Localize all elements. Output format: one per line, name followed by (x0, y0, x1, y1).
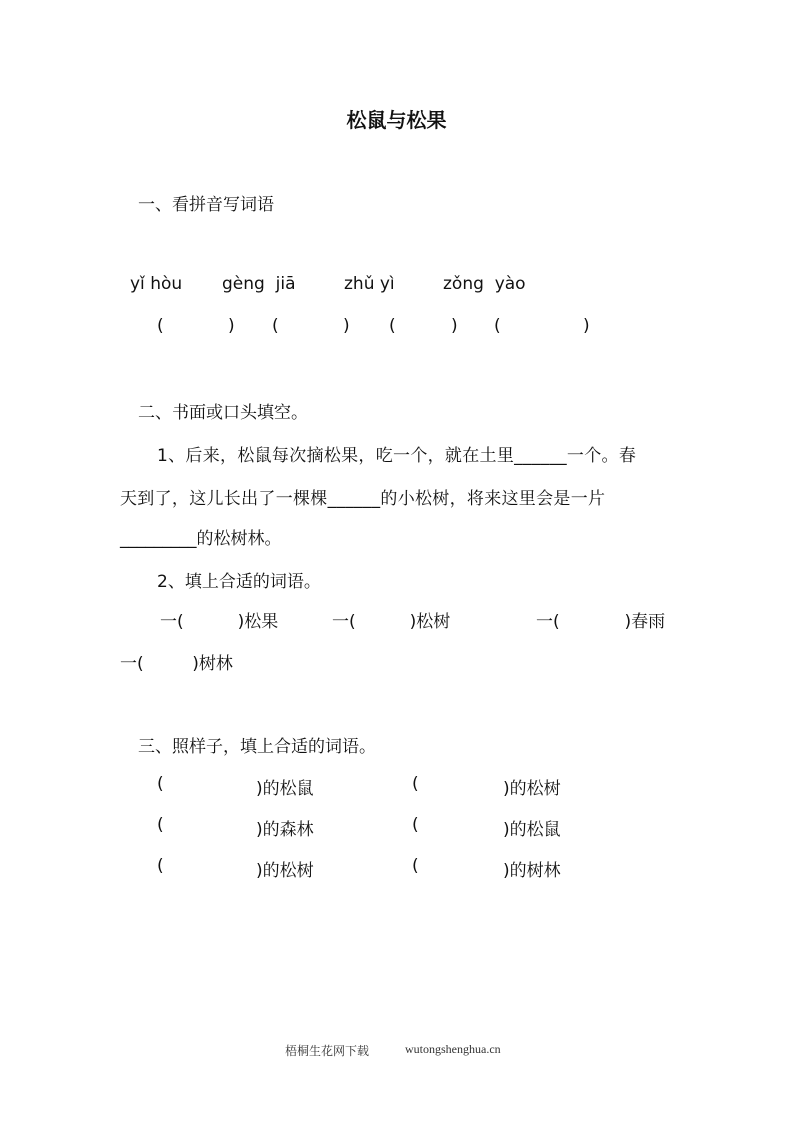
pinyin-3: zhǔ yì (344, 274, 395, 294)
s3-r1-c1-text: )的松鼠 (256, 779, 314, 799)
s3-r2-c2-open[interactable]: ( (412, 815, 419, 835)
answer-blank-1-close: ) (228, 316, 235, 336)
s3-r3-c2-text: )的树林 (503, 861, 561, 881)
q2-item-3[interactable]: 一( )春雨 (536, 612, 666, 632)
s3-r3-c1-text: )的松树 (256, 861, 314, 881)
footer-site-name: 梧桐生花网下载 (285, 1044, 370, 1058)
q2-item-4[interactable]: 一( )树林 (120, 654, 233, 674)
answer-blank-2-open[interactable]: ( (272, 316, 279, 336)
s3-r2-c1-text: )的森林 (256, 820, 314, 840)
s3-r2-c1-open[interactable]: ( (157, 815, 164, 835)
pinyin-1: yǐ hòu (130, 274, 183, 294)
s3-r3-c1-open[interactable]: ( (157, 856, 164, 876)
answer-blank-2-close: ) (343, 316, 350, 336)
pinyin-2: gèng jiā (222, 274, 296, 294)
q2-label: 2、填上合适的词语。 (157, 572, 321, 592)
s3-r3-c2-open[interactable]: ( (412, 856, 419, 876)
q1-line-3: _________的松树林。 (120, 529, 282, 549)
answer-blank-4-close: ) (583, 316, 590, 336)
section-2-heading: 二、书面或口头填空。 (138, 403, 308, 423)
section-1-heading: 一、看拼音写词语 (138, 195, 274, 215)
s3-r2-c2-text: )的松鼠 (503, 820, 561, 840)
s3-r1-c1-open[interactable]: ( (157, 774, 164, 794)
pinyin-4: zǒng yào (443, 274, 526, 294)
q1-line-2: 天到了，这儿长出了一棵棵______的小松树，将来这里会是一片 (120, 489, 606, 509)
s3-r1-c2-text: )的松树 (503, 779, 561, 799)
answer-blank-4-open[interactable]: ( (494, 316, 501, 336)
page-title: 松鼠与松果 (346, 108, 447, 132)
section-3-heading: 三、照样子，填上合适的词语。 (138, 737, 376, 757)
q2-item-2[interactable]: 一( )松树 (332, 612, 451, 632)
answer-blank-1-open[interactable]: ( (157, 316, 164, 336)
footer-url[interactable]: wutongshenghua.cn (405, 1042, 501, 1056)
s3-r1-c2-open[interactable]: ( (412, 774, 419, 794)
q2-item-1[interactable]: 一( )松果 (160, 612, 279, 632)
answer-blank-3-open[interactable]: ( (389, 316, 396, 336)
q1-line-1: 1、后来，松鼠每次摘松果，吃一个，就在土里______一个。春 (157, 446, 637, 466)
answer-blank-3-close: ) (451, 316, 458, 336)
